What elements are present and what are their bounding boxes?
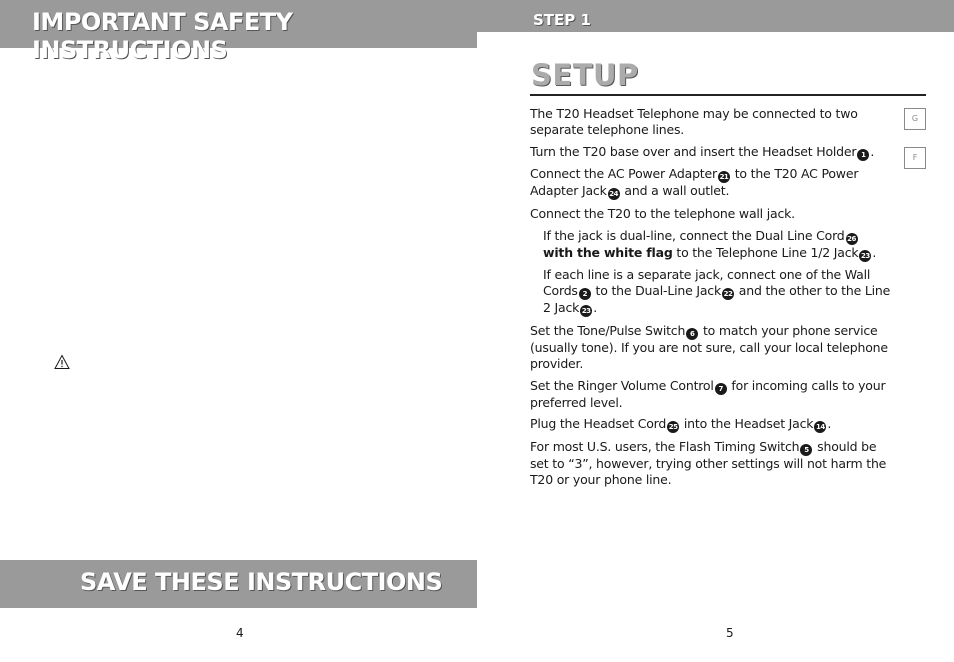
text-run: to the Dual-Line Jack bbox=[591, 283, 722, 299]
paragraph-dual-line bbox=[543, 228, 892, 262]
setup-instructions bbox=[530, 106, 892, 494]
text-run: into the Headset Jack bbox=[680, 416, 814, 432]
title-divider bbox=[530, 94, 926, 96]
callout-number: 22 bbox=[723, 290, 733, 299]
paragraph-two-lines: The T20 Headset Telephone may be connected to two separate telephone lines. bbox=[530, 106, 858, 138]
callout-number: 6 bbox=[686, 328, 698, 340]
text-run: and a wall outlet. bbox=[620, 183, 730, 199]
text-run: Turn the T20 base over and insert the Headset Holder bbox=[530, 143, 857, 159]
paragraph-separate-jacks bbox=[543, 267, 892, 317]
save-instructions-title: SAVE THESE INSTRUCTIONS bbox=[80, 568, 443, 596]
text-run: Plug the Headset Cord bbox=[530, 416, 667, 432]
callout-number: 7 bbox=[715, 383, 727, 395]
text-run: . bbox=[872, 244, 877, 260]
paragraph-headset-holder bbox=[530, 144, 892, 161]
callout-number: 14 bbox=[815, 423, 825, 432]
language-tab-f: F bbox=[904, 147, 926, 169]
text-run: Connect the AC Power Adapter bbox=[530, 166, 717, 182]
step-header-bar bbox=[477, 0, 954, 32]
text-run: to the T20 AC Power Adapter Jack bbox=[530, 166, 859, 199]
text-run: If each line is a separate jack, connect one of the Wall Cords bbox=[543, 267, 871, 299]
text-run: should be set to “3”, however, trying other settings will not harm the T20 or your phone line. bbox=[530, 438, 887, 488]
safety-header-title: IMPORTANT SAFETY INSTRUCTIONS bbox=[32, 8, 293, 64]
save-instructions-banner bbox=[0, 560, 477, 608]
callout-number: 25 bbox=[668, 423, 678, 432]
bold-text-run: with the white flag bbox=[543, 244, 673, 260]
paragraph-ringer-volume bbox=[530, 378, 892, 411]
callout-number: 26 bbox=[847, 234, 856, 243]
text-run: . bbox=[593, 300, 597, 316]
text-run: For most U.S. users, the Flash Timing Switch bbox=[530, 438, 800, 454]
paragraph-flash-timing bbox=[530, 439, 892, 488]
page-number-left: 4 bbox=[236, 626, 244, 640]
language-tab-g: G bbox=[904, 108, 926, 130]
step-label: STEP 1 bbox=[533, 11, 591, 29]
callout-number: 23 bbox=[581, 307, 591, 316]
callout-number: 21 bbox=[719, 173, 729, 182]
callout-number: 2 bbox=[579, 288, 591, 300]
text-run: If the jack is dual-line, connect the Dual Line Cord bbox=[543, 227, 845, 243]
text-run: Set the Tone/Pulse Switch bbox=[530, 322, 686, 338]
right-page bbox=[477, 0, 954, 662]
callout-number: 1 bbox=[857, 149, 869, 161]
text-run: to the Telephone Line 1/2 Jack bbox=[672, 244, 859, 260]
text-run: Set the Ringer Volume Control bbox=[530, 377, 714, 393]
page-number-right: 5 bbox=[726, 626, 734, 640]
callout-number: 23 bbox=[861, 251, 870, 260]
text-run: to match your phone service (usually tone). If you are not sure, call your local telephone provider. bbox=[530, 322, 888, 372]
callout-number: 5 bbox=[800, 444, 812, 456]
paragraph-power-adapter bbox=[530, 166, 892, 200]
paragraph-tone-pulse bbox=[530, 323, 892, 372]
warning-triangle-icon bbox=[54, 354, 70, 370]
text-run: for incoming calls to your preferred level. bbox=[530, 377, 886, 410]
section-title: SETUP bbox=[531, 58, 639, 92]
safety-header-banner bbox=[0, 0, 477, 64]
paragraph-headset-cord bbox=[530, 416, 892, 433]
callout-number: 24 bbox=[609, 190, 618, 199]
text-run: and the other to the Line 2 Jack bbox=[543, 283, 891, 316]
paragraph-wall-jack: Connect the T20 to the telephone wall jack. bbox=[530, 205, 795, 221]
text-run: . bbox=[870, 143, 875, 159]
text-run: . bbox=[827, 416, 832, 432]
